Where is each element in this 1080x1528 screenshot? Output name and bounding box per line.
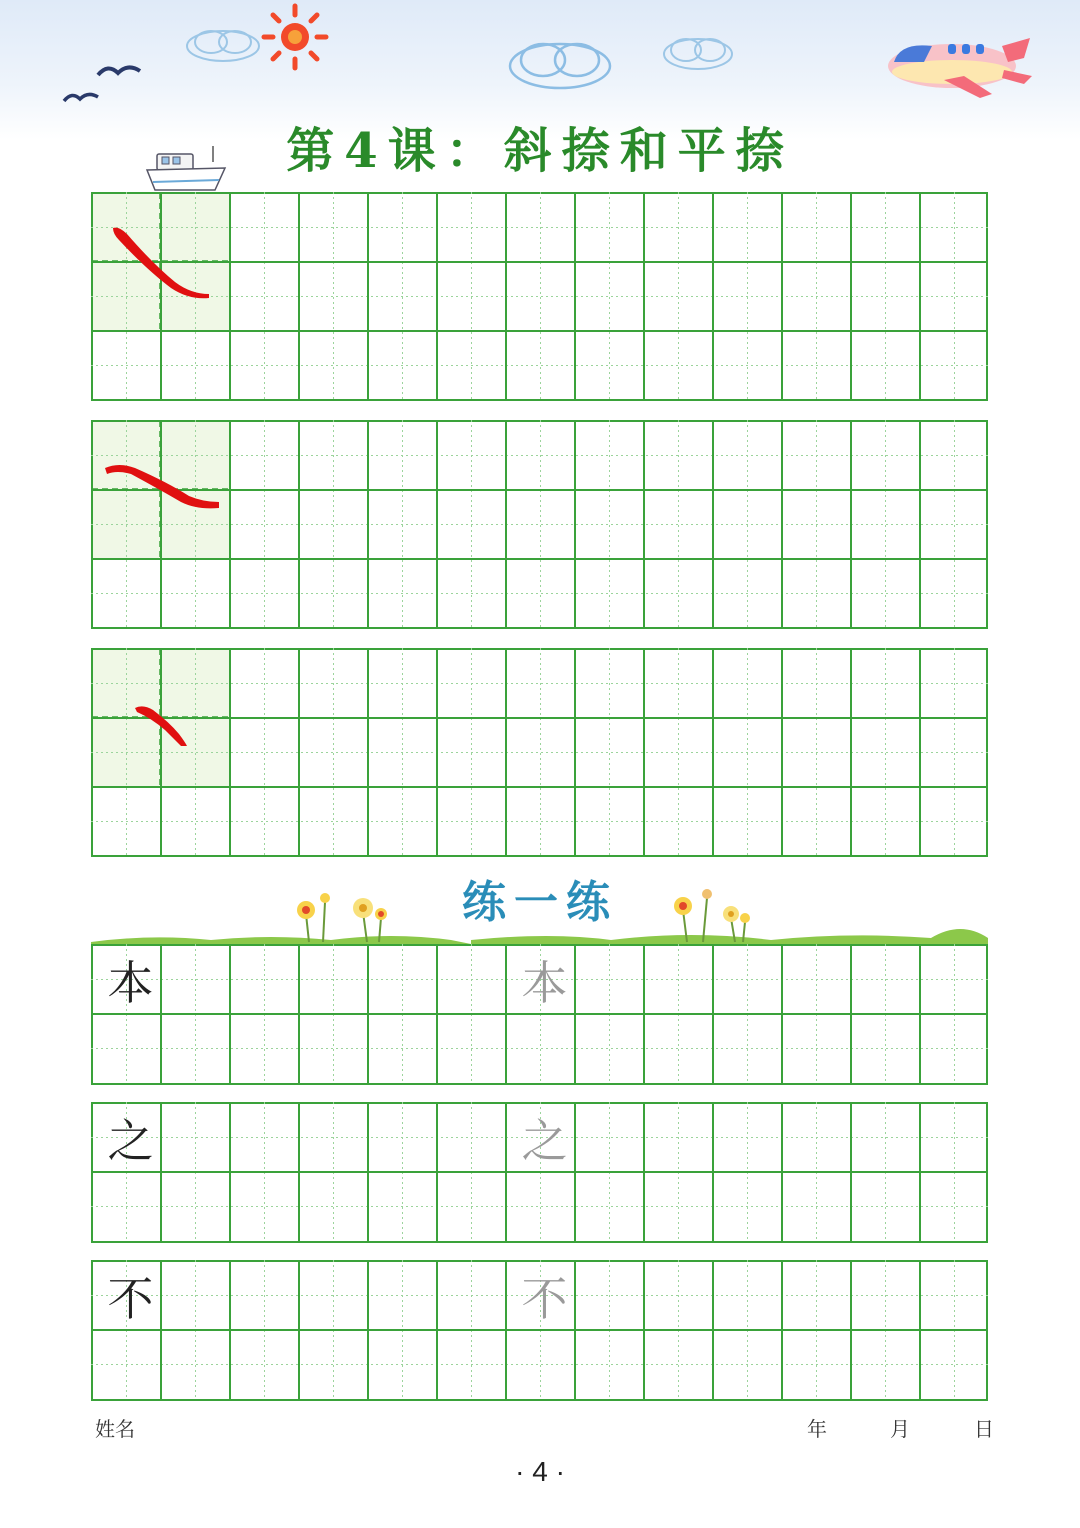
- grid-lines: [91, 648, 988, 857]
- trace-character: 之: [521, 1114, 568, 1168]
- cloud-icon: [505, 34, 615, 94]
- grid-lines: [91, 420, 988, 629]
- stroke-grid-short-na: [91, 648, 988, 857]
- practice-grid: [91, 944, 988, 1085]
- page-number: · 4 ·: [515, 1456, 565, 1487]
- day-label: 日: [974, 1417, 994, 1441]
- stroke-grid-slanted-na: [91, 192, 988, 401]
- short-na-stroke: [133, 700, 191, 750]
- trace-character: 本: [521, 956, 568, 1010]
- model-character: 本: [107, 956, 154, 1010]
- slanted-na-stroke: [105, 222, 215, 304]
- model-character: 不: [107, 1272, 154, 1326]
- trace-character: 不: [521, 1272, 568, 1326]
- grid-lines: [91, 192, 988, 401]
- cloud-icon: [660, 32, 736, 74]
- year-label: 年: [807, 1417, 827, 1441]
- practice-grid: [91, 1260, 988, 1401]
- month-label: 月: [890, 1417, 910, 1441]
- airplane-icon: [884, 28, 1034, 102]
- cloud-icon: [183, 24, 263, 66]
- practice-title: 练一练: [462, 877, 618, 928]
- stroke-grid-flat-na: [91, 420, 988, 629]
- birds-icon: [60, 55, 160, 110]
- sun-icon: [258, 2, 334, 72]
- model-character: 之: [107, 1114, 154, 1168]
- name-label: 姓名: [95, 1417, 135, 1441]
- practice-grid: [91, 1102, 988, 1243]
- flat-na-stroke: [101, 458, 223, 512]
- lesson-title: 第4课：斜捺和平捺: [286, 123, 794, 179]
